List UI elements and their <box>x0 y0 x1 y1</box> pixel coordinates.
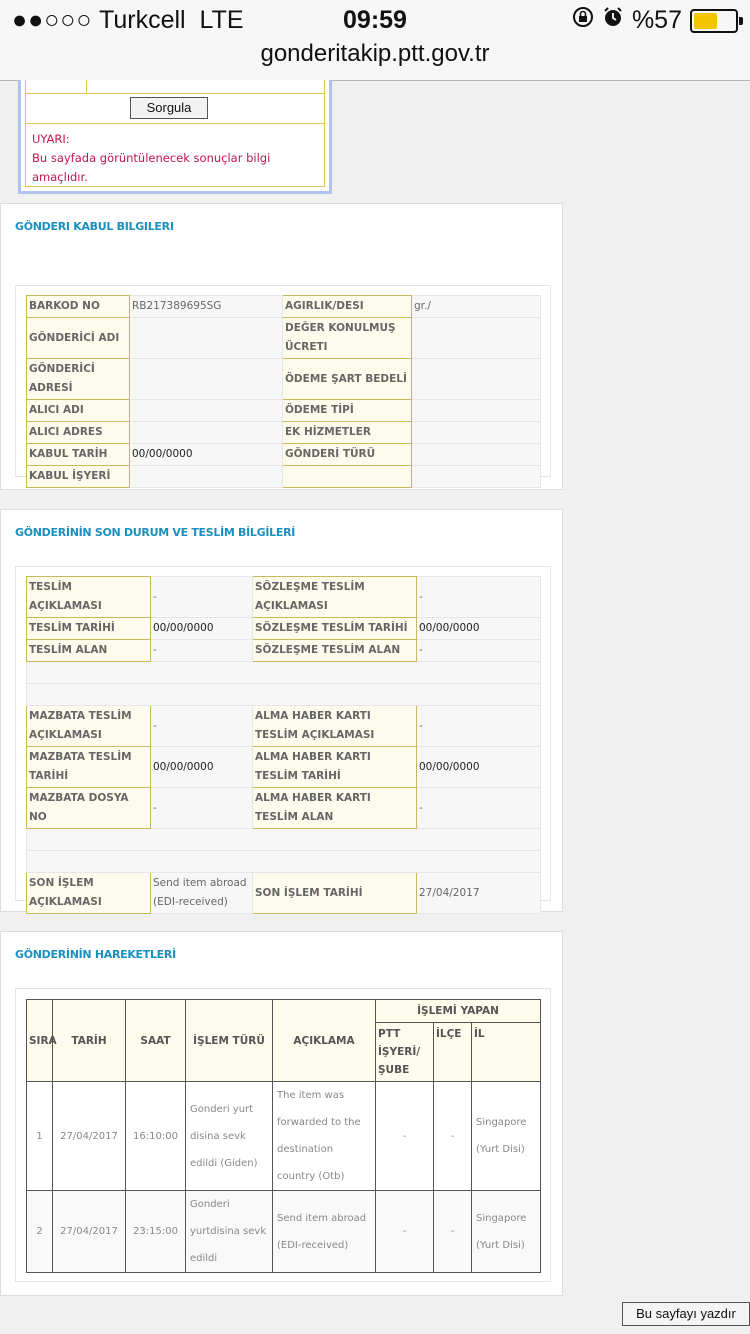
alma-haber-alan-label: ALMA HABER KARTI TESLİM ALAN <box>253 788 417 829</box>
spacer-row <box>27 662 541 684</box>
field-label: ALICI ADRES <box>27 422 130 444</box>
table-row <box>27 1191 541 1273</box>
col-saat: SAAT <box>126 1000 186 1082</box>
field-value: gr./ <box>412 296 541 318</box>
table-row <box>27 618 541 640</box>
cell-tarih: 27/04/2017 <box>53 1191 126 1273</box>
teslim-aciklamasi-label: TESLİM AÇIKLAMASI <box>27 577 151 618</box>
signal-strength-icon: ●●○○○ <box>12 6 93 34</box>
field-value: 00/00/0000 <box>130 444 283 466</box>
son-islem-tarihi-label: SON İŞLEM TARİHİ <box>253 873 417 914</box>
field-value <box>130 318 283 359</box>
acceptance-table-wrap <box>15 285 551 482</box>
cell-ilce: - <box>434 1191 472 1273</box>
field-label: ÖDEME ŞART BEDELİ <box>283 359 412 400</box>
table-row <box>27 422 541 444</box>
carrier-name: Turkcell <box>99 6 186 34</box>
field-value <box>412 359 541 400</box>
mazbata-dosya-value: - <box>151 788 253 829</box>
table-row <box>27 359 541 400</box>
field-value <box>412 400 541 422</box>
alma-haber-aciklamasi-value: - <box>417 706 541 747</box>
print-page-button[interactable]: Bu sayfayı yazdır <box>622 1302 750 1326</box>
field-label: DEĞER KONULMUŞ ÜCRETI <box>283 318 412 359</box>
mazbata-aciklamasi-value: - <box>151 706 253 747</box>
sozlesme-teslim-tarihi-value: 00/00/0000 <box>417 618 541 640</box>
table-row <box>27 296 541 318</box>
sozlesme-teslim-aciklamasi-label: SÖZLEŞME TESLİM AÇIKLAMASI <box>253 577 417 618</box>
field-value <box>130 400 283 422</box>
query-button[interactable]: Sorgula <box>130 97 208 119</box>
field-value <box>412 318 541 359</box>
mazbata-aciklamasi-label: MAZBATA TESLİM AÇIKLAMASI <box>27 706 151 747</box>
status-bar <box>0 0 750 81</box>
acceptance-panel <box>0 203 563 490</box>
query-input-row <box>26 80 324 94</box>
network-type: LTE <box>199 6 244 34</box>
field-value <box>130 422 283 444</box>
table-row <box>27 1082 541 1191</box>
cell-il: Singapore (Yurt Disi) <box>472 1191 541 1273</box>
col-tarih: TARİH <box>53 1000 126 1082</box>
field-label: GÖNDERİCİ ADI <box>27 318 130 359</box>
field-value <box>412 422 541 444</box>
cell-islem-turu: Gonderi yurt disina sevk edildi (Giden) <box>186 1082 273 1191</box>
cell-ptt: - <box>376 1082 434 1191</box>
cell-ptt: - <box>376 1191 434 1273</box>
address-bar-url[interactable]: gonderitakip.ptt.gov.tr <box>260 40 490 67</box>
field-value <box>130 359 283 400</box>
table-row <box>27 577 541 618</box>
status-icons <box>572 6 738 35</box>
cell-saat: 16:10:00 <box>126 1082 186 1191</box>
field-value: RB217389695SG <box>130 296 283 318</box>
alma-haber-aciklamasi-label: ALMA HABER KARTI TESLİM AÇIKLAMASI <box>253 706 417 747</box>
field-value <box>412 444 541 466</box>
cell-sira: 2 <box>27 1191 53 1273</box>
field-value <box>412 466 541 488</box>
table-row <box>27 444 541 466</box>
movements-table-wrap <box>15 988 551 1282</box>
cell-aciklama: Send item abroad (EDI-received) <box>273 1191 376 1273</box>
cell-ilce: - <box>434 1082 472 1191</box>
delivery-table-wrap <box>15 566 551 908</box>
col-islemi-yapan: İŞLEMİ YAPAN <box>376 1000 541 1023</box>
cell-aciklama: The item was forwarded to the destination country (Otb) <box>273 1082 376 1191</box>
teslim-tarihi-value: 00/00/0000 <box>151 618 253 640</box>
teslim-alan-value: - <box>151 640 253 662</box>
field-label: BARKOD NO <box>27 296 130 318</box>
col-il: İL <box>472 1023 541 1082</box>
field-label <box>283 466 412 488</box>
acceptance-title: GÖNDERI KABUL BILGILERI <box>15 220 174 233</box>
teslim-tarihi-label: TESLİM TARİHİ <box>27 618 151 640</box>
sozlesme-teslim-tarihi-label: SÖZLEŞME TESLİM TARİHİ <box>253 618 417 640</box>
orientation-lock-icon <box>572 6 594 35</box>
table-row <box>27 640 541 662</box>
teslim-aciklamasi-value: - <box>151 577 253 618</box>
clock: 09:59 <box>343 6 407 34</box>
mazbata-dosya-label: MAZBATA DOSYA NO <box>27 788 151 829</box>
battery-icon <box>690 9 738 33</box>
table-row <box>27 466 541 488</box>
warning-title: UYARI: <box>32 132 70 146</box>
field-label: ÖDEME TİPİ <box>283 400 412 422</box>
movements-table <box>26 999 541 1273</box>
field-label: ALICI ADI <box>27 400 130 422</box>
cell-sira: 1 <box>27 1082 53 1191</box>
sozlesme-teslim-aciklamasi-value: - <box>417 577 541 618</box>
field-label: KABUL İŞYERİ <box>27 466 130 488</box>
col-ilce: İLÇE <box>434 1023 472 1082</box>
alma-haber-alan-value: - <box>417 788 541 829</box>
col-sira: SIRA <box>27 1000 53 1082</box>
alma-haber-tarihi-value: 00/00/0000 <box>417 747 541 788</box>
teslim-alan-label: TESLİM ALAN <box>27 640 151 662</box>
battery-level <box>694 13 717 29</box>
son-islem-tarihi-value: 27/04/2017 <box>417 873 541 914</box>
battery-percent: %57 <box>631 6 682 34</box>
sozlesme-teslim-alan-value: - <box>417 640 541 662</box>
alarm-icon <box>602 6 624 35</box>
sozlesme-teslim-alan-label: SÖZLEŞME TESLİM ALAN <box>253 640 417 662</box>
col-islem-turu: İŞLEM TÜRÜ <box>186 1000 273 1082</box>
spacer-row <box>27 829 541 851</box>
mazbata-tarihi-label: MAZBATA TESLİM TARİHİ <box>27 747 151 788</box>
field-label: GÖNDERİ TÜRÜ <box>283 444 412 466</box>
warning-text: Bu sayfada görüntülenecek sonuçlar bilgi amaçlıdır. <box>32 151 271 184</box>
field-label: KABUL TARİH <box>27 444 130 466</box>
table-row <box>27 788 541 829</box>
table-header-row <box>27 1000 541 1023</box>
field-value <box>130 466 283 488</box>
spacer-row <box>27 851 541 873</box>
col-aciklama: AÇIKLAMA <box>273 1000 376 1082</box>
field-label: AGIRLIK/DESI <box>283 296 412 318</box>
col-ptt-isyeri: PTT İŞYERİ/ ŞUBE <box>376 1023 434 1082</box>
spacer-row <box>27 684 541 706</box>
alma-haber-tarihi-label: ALMA HABER KARTI TESLİM TARİHİ <box>253 747 417 788</box>
table-row <box>27 747 541 788</box>
table-row <box>27 706 541 747</box>
delivery-panel <box>0 509 563 912</box>
field-label: GÖNDERİCİ ADRESİ <box>27 359 130 400</box>
cell-tarih: 27/04/2017 <box>53 1082 126 1191</box>
table-row <box>27 873 541 914</box>
movements-title: GÖNDERİNİN HAREKETLERİ <box>15 948 176 961</box>
field-label: EK HİZMETLER <box>283 422 412 444</box>
cell-il: Singapore (Yurt Disi) <box>472 1082 541 1191</box>
movements-panel <box>0 931 563 1296</box>
delivery-table <box>26 576 541 914</box>
table-row <box>27 400 541 422</box>
query-form <box>18 80 332 194</box>
delivery-title: GÖNDERİNİN SON DURUM VE TESLİM BİLGİLERİ <box>15 526 296 539</box>
son-islem-aciklamasi-value: Send item abroad (EDI-received) <box>151 873 253 914</box>
mazbata-tarihi-value: 00/00/0000 <box>151 747 253 788</box>
cell-saat: 23:15:00 <box>126 1191 186 1273</box>
table-row <box>27 318 541 359</box>
cell-islem-turu: Gonderi yurtdisina sevk edildi <box>186 1191 273 1273</box>
son-islem-aciklamasi-label: SON İŞLEM AÇIKLAMASI <box>27 873 151 914</box>
warning-message <box>32 130 292 187</box>
acceptance-table <box>26 295 541 488</box>
